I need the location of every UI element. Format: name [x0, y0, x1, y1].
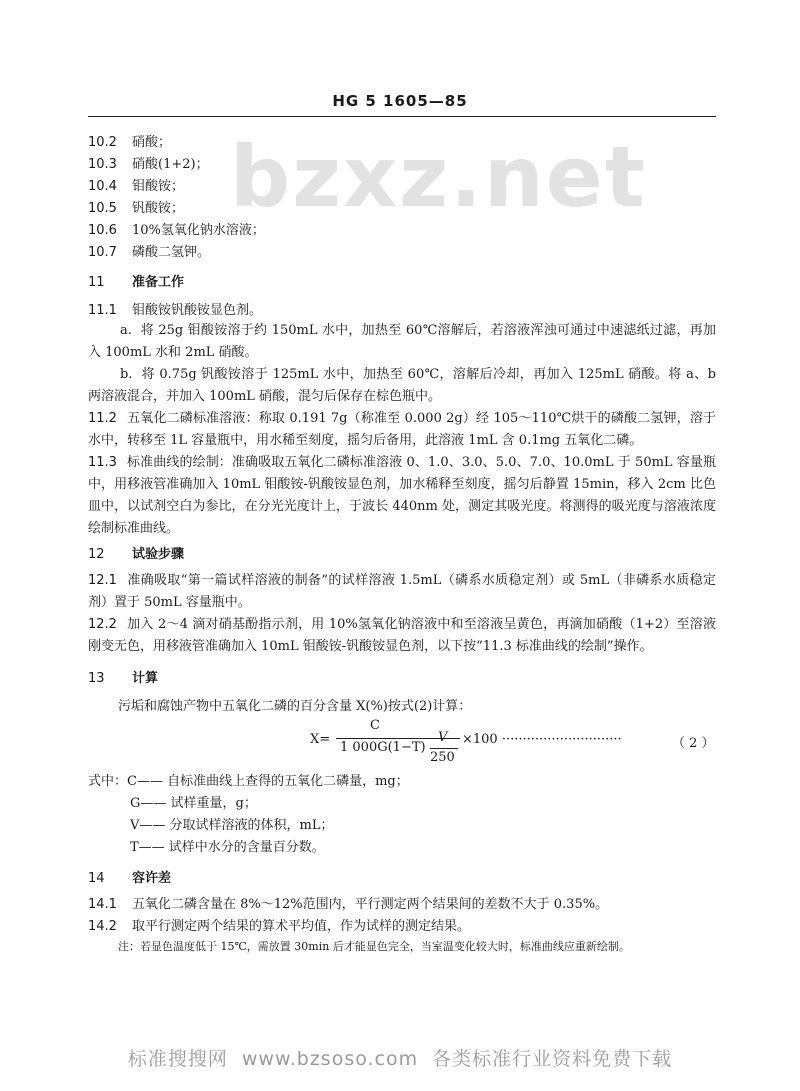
clause-11-1-a: a. 将 25g 钼酸铵溶于约 150mL 水中，加热至 60℃溶解后，若溶液浑浊可通过中速滤纸过滤，再加入 100mL 水和 2mL 硝酸。 [88, 323, 716, 360]
formula-tail: ×100 ····························· [462, 732, 622, 747]
footnote: 注：若显色温度低于 15℃，需放置 30min 后才能显色完全，当室温变化较大时，标准曲线应重新绘制。 [118, 940, 630, 953]
formula-denominator: 1 000G(1−T) [340, 740, 426, 755]
formula-equation-number: （ 2 ） [672, 736, 715, 751]
section-heading-13: 13 计算 [88, 671, 159, 686]
clause-11-1: 11.1 钼酸铵钒酸铵显色剂。 [88, 303, 263, 318]
list-item: 10.4 钼酸铵； [88, 179, 185, 194]
where-item: G—— 试样重量，g； [130, 796, 257, 811]
site-footer [0, 1044, 800, 1071]
list-item: 10.5 钒酸铵； [88, 201, 185, 216]
section-heading-11: 11 准备工作 [88, 275, 185, 290]
list-item: 10.7 磷酸二氢钾。 [88, 245, 211, 260]
clause-11-3: 11.3 标准曲线的绘制：准确吸取五氧化二磷标准溶液 0、1.0、3.0、5.0、7.0、10.0mL 于 50mL 容量瓶中，用移液管准确加入 10mL 钼酸铵-钒酸铵显色剂，加水稀释至刻度，摇匀后静置 15min，移入 2cm 比色皿中，以试剂空白为参比，在分光光度计上，于波长 440nm 处，测定其吸光度。将测得的吸光度与溶液浓度绘制标准曲线。 [88, 455, 716, 536]
clause-11-2: 11.2 五氧化二磷标准溶液：称取 0.191 7g（称准至 0.000 2g）经 105～110℃烘干的磷酸二氢钾，溶于水中，转移至 1L 容量瓶中，用水稀至刻度，摇匀后备用，此溶液 1mL 含 0.1mg 五氧化二磷。 [88, 411, 716, 448]
list-item: 10.3 硝酸(1+2)； [88, 157, 209, 172]
footer-url: www.bzsoso.com [241, 1048, 419, 1070]
clause-12-2: 12.2 加入 2～4 滴对硝基酚指示剂，用 10%氢氧化钠溶液中和至溶液呈黄色，再滴加硝酸（1+2）至溶液刚变无色，用移液管准确加入 10mL 钼酸铵-钒酸铵显色剂，以下按“11.3 标准曲线的绘制”操作。 [88, 617, 716, 654]
where-item: T—— 试样中水分的含量百分数。 [130, 840, 325, 855]
page-header: HG 5 1605—85 [332, 92, 468, 110]
formula-inner-fraction-line [430, 748, 458, 749]
where-item: 式中：C—— 自标准曲线上查得的五氧化二磷量，mg； [88, 774, 409, 789]
clause-11-1-b: b. 将 0.75g 钒酸铵溶于 125mL 水中，加热至 60℃，溶解后冷却，再加入 125mL 硝酸。将 a、b 两溶液混合，并加入 100mL 硝酸，混匀后保存在棕色瓶中。 [88, 367, 717, 404]
clause-14-2: 14.2 取平行测定两个结果的算术平均值，作为试样的测定结果。 [88, 919, 471, 934]
formula-numerator: C [370, 718, 380, 733]
formula-inner-denominator: 250 [430, 750, 455, 765]
footer-slogan: 各类标准行业资料免费下载 [432, 1048, 673, 1070]
footer-site-name: 标准搜搜网 [127, 1048, 228, 1070]
formula-2 [310, 718, 720, 778]
section-heading-14: 14 容许差 [88, 871, 172, 886]
clause-12-1: 12.1 准确吸取“第一篇试样溶液的制备”的试样溶液 1.5mL（磷系水质稳定剂）或 5mL（非磷系水质稳定剂）置于 50mL 容量瓶中。 [88, 573, 716, 610]
section-heading-12: 12 试验步骤 [88, 547, 185, 562]
list-item: 10.2 硝酸； [88, 135, 172, 150]
where-item: V—— 分取试样溶液的体积，mL； [130, 818, 334, 833]
header-divider [88, 116, 716, 117]
watermark: bzxz.net [230, 128, 647, 226]
calculation-intro: 污垢和腐蚀产物中五氧化二磷的百分含量 X(%)按式(2)计算： [118, 699, 472, 714]
list-item: 10.6 10%氢氧化钠水溶液； [88, 223, 265, 238]
formula-inner-numerator: V [438, 730, 448, 745]
formula-lhs: X= [310, 732, 331, 747]
clause-14-1: 14.1 五氧化二磷含量在 8%～12%范围内，平行测定两个结果间的差数不大于 0.35%。 [88, 897, 609, 912]
